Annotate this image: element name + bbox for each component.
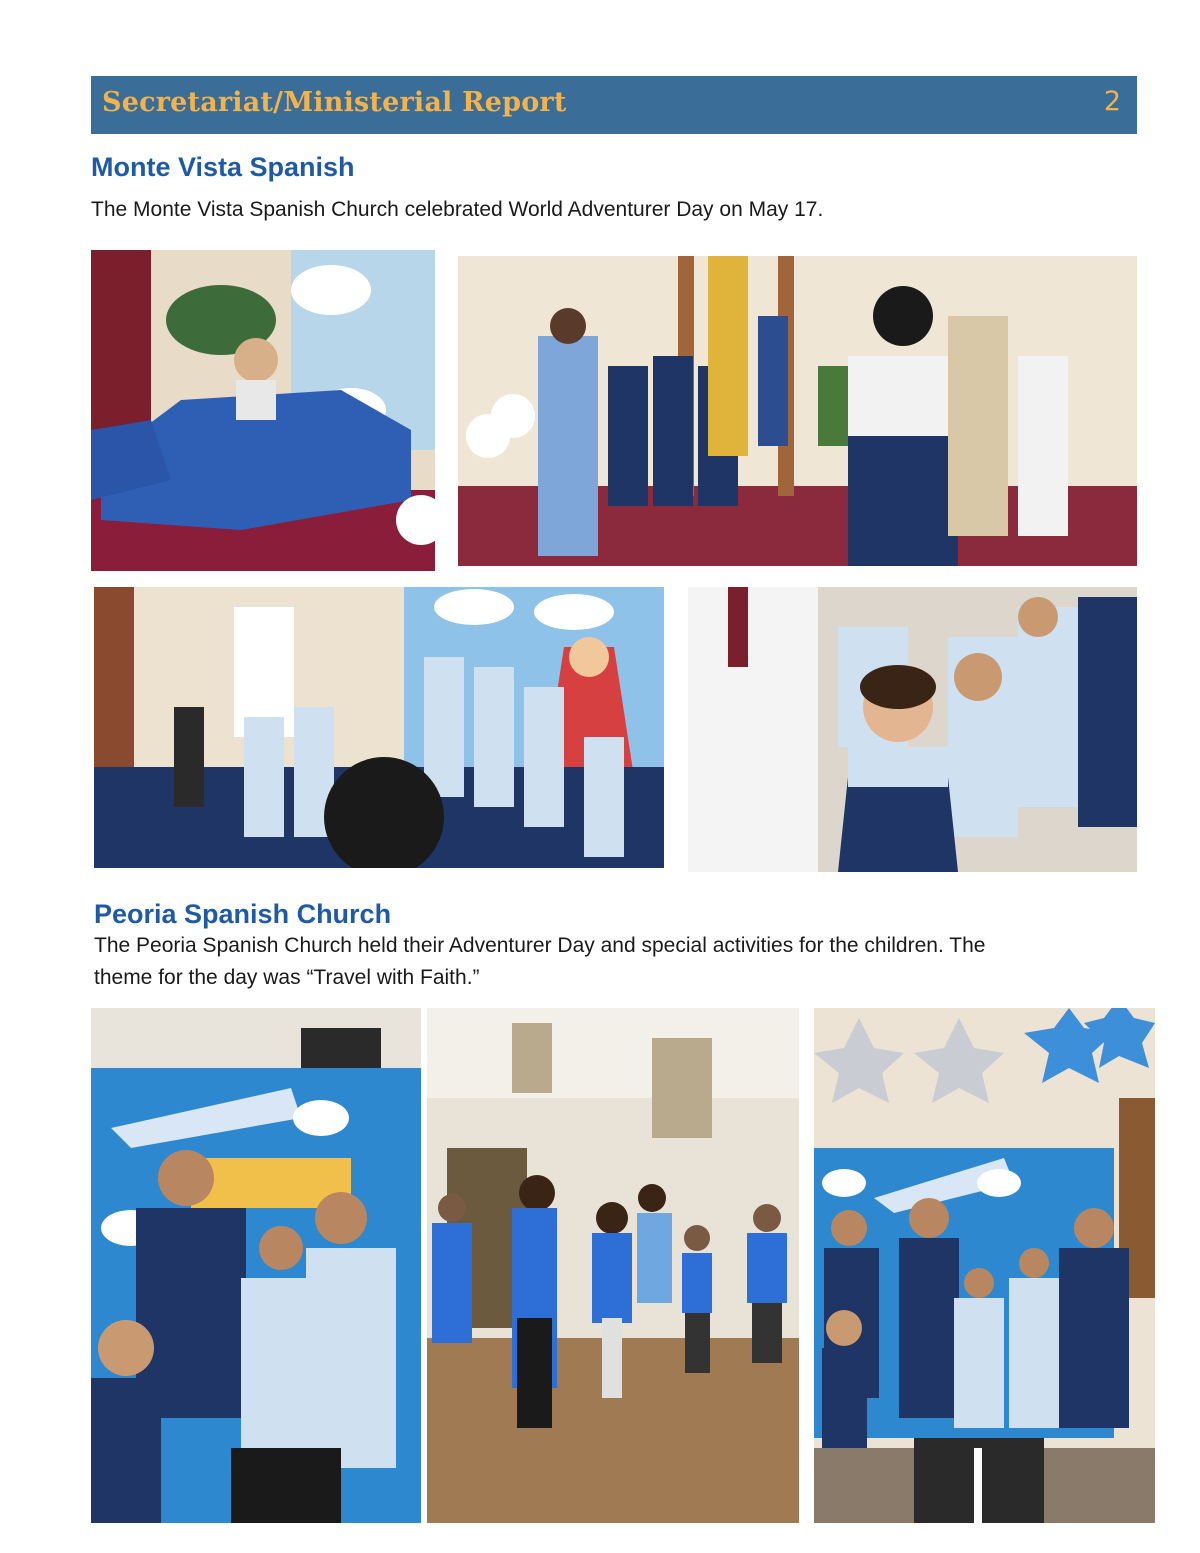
photo-child-in-airplane	[91, 250, 435, 571]
section-body-peoria	[94, 930, 985, 994]
photo-stage-singing	[458, 256, 1137, 566]
section-body-monte-vista: The Monte Vista Spanish Church celebrated World Adventurer Day on May 17.	[91, 198, 824, 221]
report-header-banner	[91, 76, 1137, 134]
report-title: Secretariat/Ministerial Report	[102, 87, 567, 118]
section-body-peoria-line2: theme for the day was “Travel with Faith.”	[94, 966, 480, 989]
photo-children-group-stage	[94, 587, 664, 868]
section-title-peoria: Peoria Spanish Church	[94, 899, 392, 929]
section-title-monte-vista: Monte Vista Spanish	[91, 152, 355, 182]
page-number: 2	[1103, 86, 1121, 117]
photo-girl-holding-hands	[688, 587, 1137, 872]
photo-kids-activity-room	[427, 1008, 799, 1523]
photo-kids-airplane-backdrop	[91, 1008, 421, 1523]
section-body-peoria-line1: The Peoria Spanish Church held their Adventurer Day and special activities for the children. The	[94, 934, 986, 957]
photo-group-balloons-backdrop	[814, 1008, 1155, 1523]
